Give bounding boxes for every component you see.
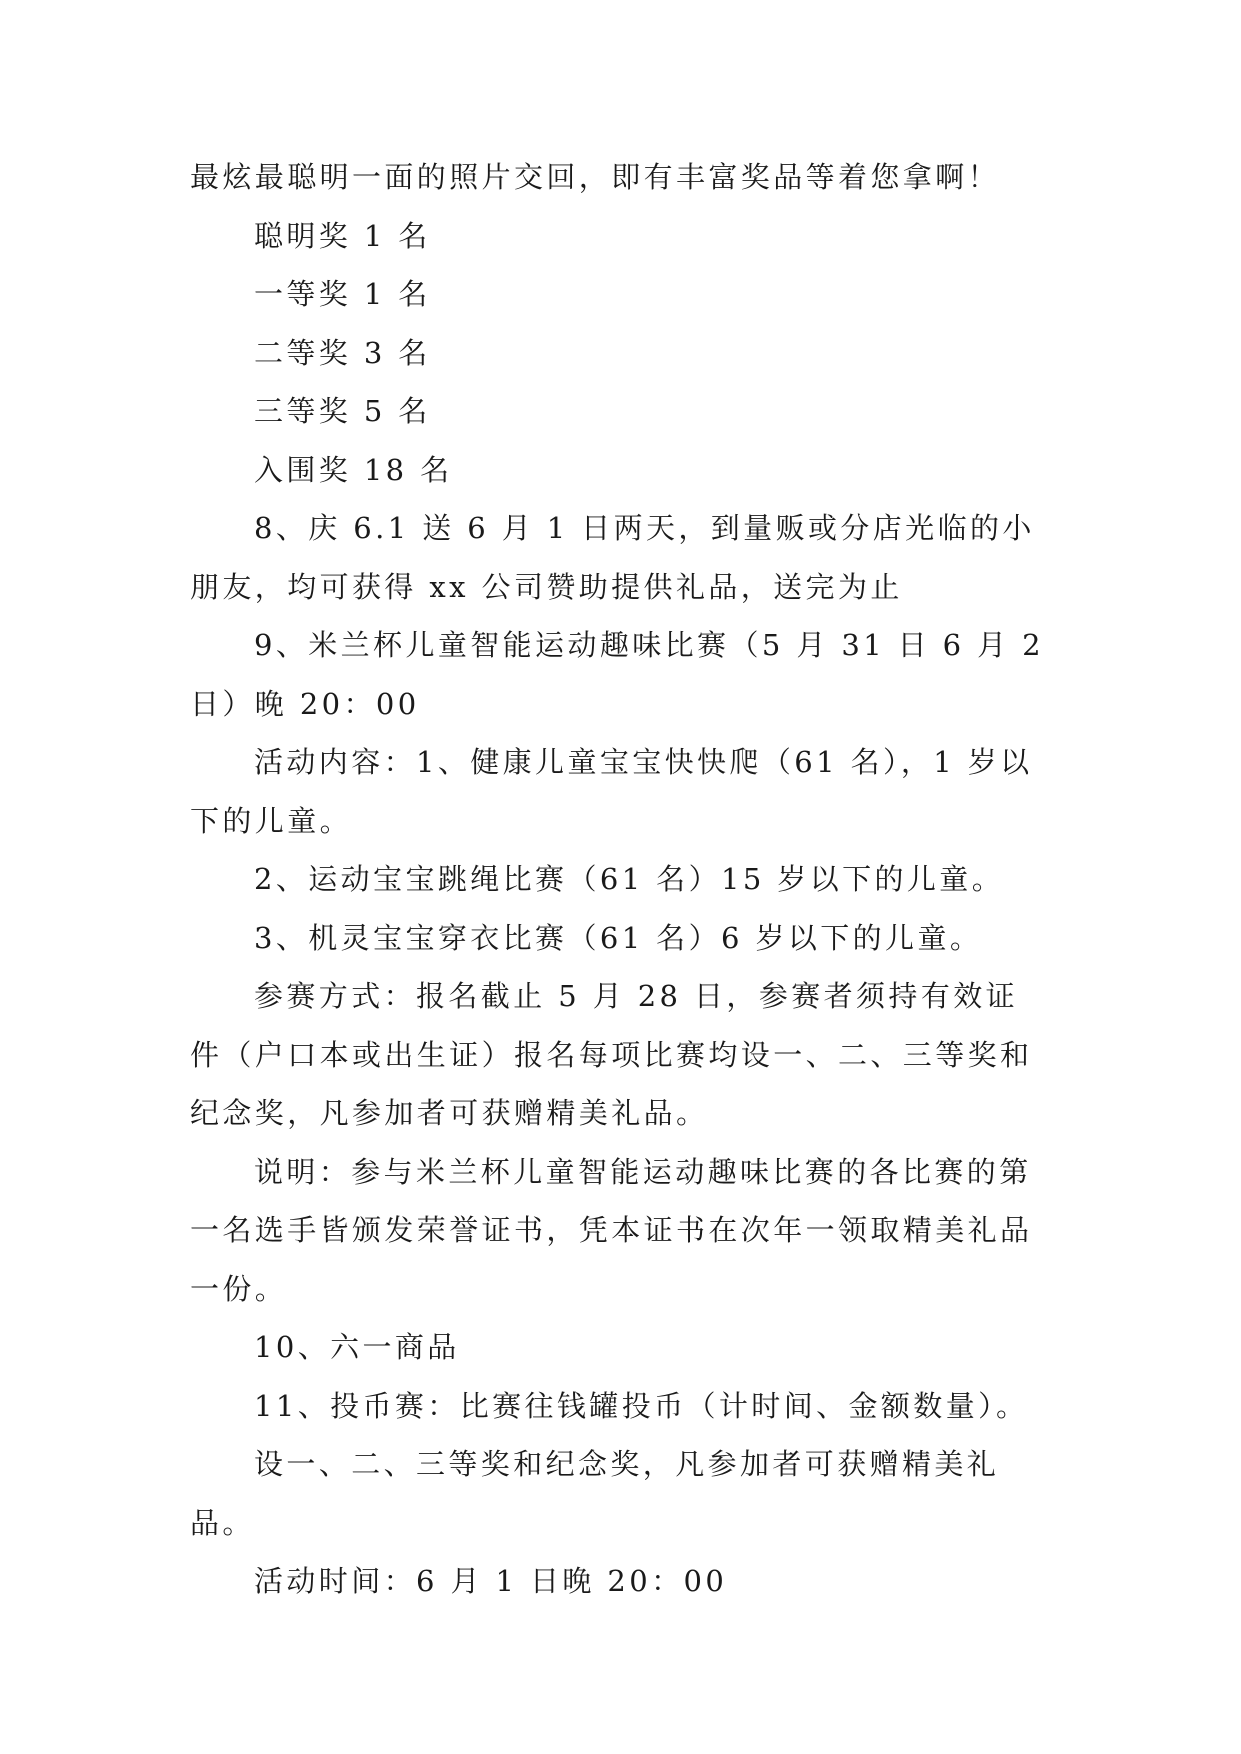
paragraph-item-11: 11、投币赛：比赛往钱罐投币（计时间、金额数量）。 xyxy=(254,1388,1029,1423)
paragraph-entry-method: 参赛方式：报名截止 5 月 28 日，参赛者须持有效证件（户口本或出生证）报名每项比赛均设一、二、三等奖和纪念奖，凡参加者可获赠精美礼品。 xyxy=(190,979,1033,1130)
paragraph-notes: 说明：参与米兰杯儿童智能运动趣味比赛的各比赛的第一名选手皆颁发荣誉证书，凭本证书在次年一领取精美礼品一份。 xyxy=(190,1154,1033,1306)
paragraph-activity-content: 活动内容：1、健康儿童宝宝快快爬（61 名），1 岁以下的儿童。 xyxy=(190,745,1033,838)
paragraph-item-8: 8、庆 6.1 送 6 月 1 日两天，到量贩或分店光临的小朋友，均可获得 xx 公司赞助提供礼品，送完为止 xyxy=(190,511,1035,604)
document-page xyxy=(190,148,1050,1611)
paragraph-dressing-contest: 3、机灵宝宝穿衣比赛（61 名）6 岁以下的儿童。 xyxy=(254,920,983,955)
paragraph-activity-time: 活动时间：6 月 1 日晚 20：00 xyxy=(254,1564,728,1598)
paragraph-second-prize: 二等奖 3 名 xyxy=(254,335,431,370)
paragraph-item-9: 9、米兰杯儿童智能运动趣味比赛（5 月 31 日 6 月 2 日）晚 20：00 xyxy=(190,628,1045,721)
paragraph-jump-rope: 2、运动宝宝跳绳比赛（61 名）15 岁以下的儿童。 xyxy=(254,862,1005,896)
paragraph-awards-setup: 设一、二、三等奖和纪念奖，凡参加者可获赠精美礼品。 xyxy=(190,1447,1000,1540)
paragraph-smart-award: 聪明奖 1 名 xyxy=(254,218,431,253)
paragraph-third-prize: 三等奖 5 名 xyxy=(254,394,431,428)
paragraph-photo-prize-intro: 最炫最聪明一面的照片交回，即有丰富奖品等着您拿啊！ xyxy=(190,160,1001,194)
paragraph-item-10: 10、六一商品 xyxy=(254,1330,460,1364)
paragraph-first-prize: 一等奖 1 名 xyxy=(254,277,431,311)
paragraph-finalist-award: 入围奖 18 名 xyxy=(254,452,453,487)
